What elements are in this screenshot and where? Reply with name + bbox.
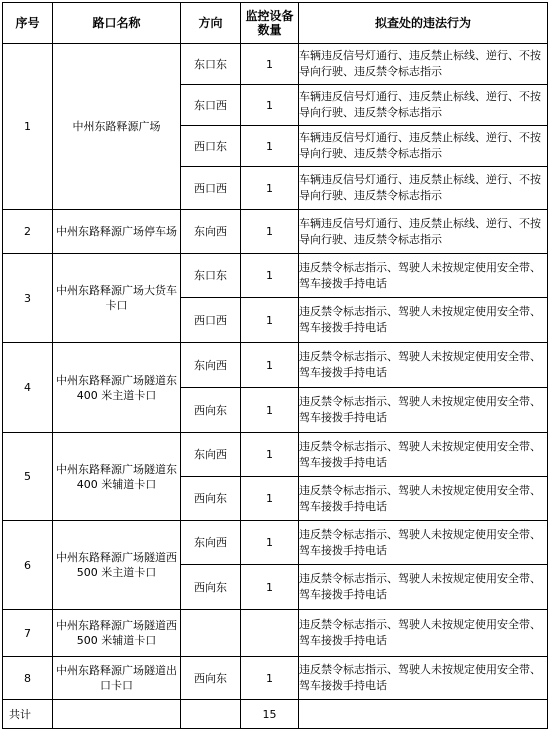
device-count-cell <box>241 610 299 657</box>
table-row <box>3 433 548 477</box>
device-count-cell: 1 <box>241 167 299 210</box>
direction-cell: 西口西 <box>181 167 241 210</box>
header-device-count: 监控设备数量 <box>241 3 299 44</box>
site-index: 8 <box>3 657 53 700</box>
road-name: 中州东路释源广场隧道西 500 米辅道卡口 <box>53 610 181 657</box>
site-index: 4 <box>3 343 53 433</box>
header-direction: 方向 <box>181 3 241 44</box>
total-label: 共计 <box>3 700 53 729</box>
violation-cell: 违反禁令标志指示、驾驶人未按规定使用安全带、驾车接拨手持电话 <box>299 254 548 298</box>
direction-cell: 西向东 <box>181 477 241 521</box>
direction-cell: 东口西 <box>181 85 241 126</box>
device-count-cell: 1 <box>241 388 299 433</box>
direction-cell: 西向东 <box>181 388 241 433</box>
road-name: 中州东路释源广场隧道出口卡口 <box>53 657 181 700</box>
device-count-cell: 1 <box>241 85 299 126</box>
header-road: 路口名称 <box>53 3 181 44</box>
device-count-cell: 1 <box>241 210 299 254</box>
table-row <box>3 254 548 298</box>
site-index: 5 <box>3 433 53 521</box>
road-name: 中州东路释源广场隧道东 400 米主道卡口 <box>53 343 181 433</box>
site-index: 2 <box>3 210 53 254</box>
total-row <box>3 700 548 729</box>
device-count-cell: 1 <box>241 565 299 610</box>
violation-cell: 违反禁令标志指示、驾驶人未按规定使用安全带、驾车接拨手持电话 <box>299 477 548 521</box>
violation-cell: 车辆违反信号灯通行、违反禁止标线、逆行、不按导向行驶、违反禁令标志指示 <box>299 126 548 167</box>
violation-cell: 违反禁令标志指示、驾驶人未按规定使用安全带、驾车接拨手持电话 <box>299 343 548 388</box>
violation-cell: 车辆违反信号灯通行、违反禁止标线、逆行、不按导向行驶、违反禁令标志指示 <box>299 85 548 126</box>
direction-cell: 东向西 <box>181 433 241 477</box>
direction-cell: 西口西 <box>181 298 241 343</box>
violation-cell: 违反禁令标志指示、驾驶人未按规定使用安全带、驾车接拨手持电话 <box>299 565 548 610</box>
table-row <box>3 343 548 388</box>
table-row <box>3 44 548 85</box>
site-index: 3 <box>3 254 53 343</box>
total-empty-direction <box>181 700 241 729</box>
total-empty-road <box>53 700 181 729</box>
total-device-count: 15 <box>241 700 299 729</box>
road-name: 中州东路释源广场停车场 <box>53 210 181 254</box>
violation-cell: 违反禁令标志指示、驾驶人未按规定使用安全带、驾车接拨手持电话 <box>299 657 548 700</box>
direction-cell: 东口东 <box>181 254 241 298</box>
violation-cell: 违反禁令标志指示、驾驶人未按规定使用安全带、驾车接拨手持电话 <box>299 388 548 433</box>
table-row <box>3 210 548 254</box>
site-index: 7 <box>3 610 53 657</box>
header-row <box>3 3 548 44</box>
direction-cell: 西口东 <box>181 126 241 167</box>
direction-cell <box>181 610 241 657</box>
road-name: 中州东路释源广场隧道西 500 米主道卡口 <box>53 521 181 610</box>
device-count-cell: 1 <box>241 477 299 521</box>
violation-cell: 车辆违反信号灯通行、违反禁止标线、逆行、不按导向行驶、违反禁令标志指示 <box>299 210 548 254</box>
violation-cell: 车辆违反信号灯通行、违反禁止标线、逆行、不按导向行驶、违反禁令标志指示 <box>299 44 548 85</box>
device-count-cell: 1 <box>241 126 299 167</box>
table-row <box>3 610 548 657</box>
road-name: 中州东路释源广场隧道东 400 米辅道卡口 <box>53 433 181 521</box>
direction-cell: 东向西 <box>181 210 241 254</box>
header-idx: 序号 <box>3 3 53 44</box>
header-violation: 拟查处的违法行为 <box>299 3 548 44</box>
violation-cell: 违反禁令标志指示、驾驶人未按规定使用安全带、驾车接拨手持电话 <box>299 298 548 343</box>
violation-cell: 车辆违反信号灯通行、违反禁止标线、逆行、不按导向行驶、违反禁令标志指示 <box>299 167 548 210</box>
direction-cell: 东向西 <box>181 521 241 565</box>
site-index: 1 <box>3 44 53 210</box>
violation-cell: 违反禁令标志指示、驾驶人未按规定使用安全带、驾车接拨手持电话 <box>299 521 548 565</box>
road-name: 中州东路释源广场 <box>53 44 181 210</box>
table-row <box>3 657 548 700</box>
table-row <box>3 521 548 565</box>
device-count-cell: 1 <box>241 343 299 388</box>
violation-cell: 违反禁令标志指示、驾驶人未按规定使用安全带、驾车接拨手持电话 <box>299 610 548 657</box>
total-empty-violation <box>299 700 548 729</box>
road-name: 中州东路释源广场大货车卡口 <box>53 254 181 343</box>
direction-cell: 东口东 <box>181 44 241 85</box>
device-count-cell: 1 <box>241 433 299 477</box>
violation-table <box>2 2 548 729</box>
violation-cell: 违反禁令标志指示、驾驶人未按规定使用安全带、驾车接拨手持电话 <box>299 433 548 477</box>
device-count-cell: 1 <box>241 657 299 700</box>
device-count-cell: 1 <box>241 254 299 298</box>
direction-cell: 西向东 <box>181 565 241 610</box>
device-count-cell: 1 <box>241 44 299 85</box>
device-count-cell: 1 <box>241 521 299 565</box>
device-count-cell: 1 <box>241 298 299 343</box>
direction-cell: 东向西 <box>181 343 241 388</box>
direction-cell: 西向东 <box>181 657 241 700</box>
site-index: 6 <box>3 521 53 610</box>
